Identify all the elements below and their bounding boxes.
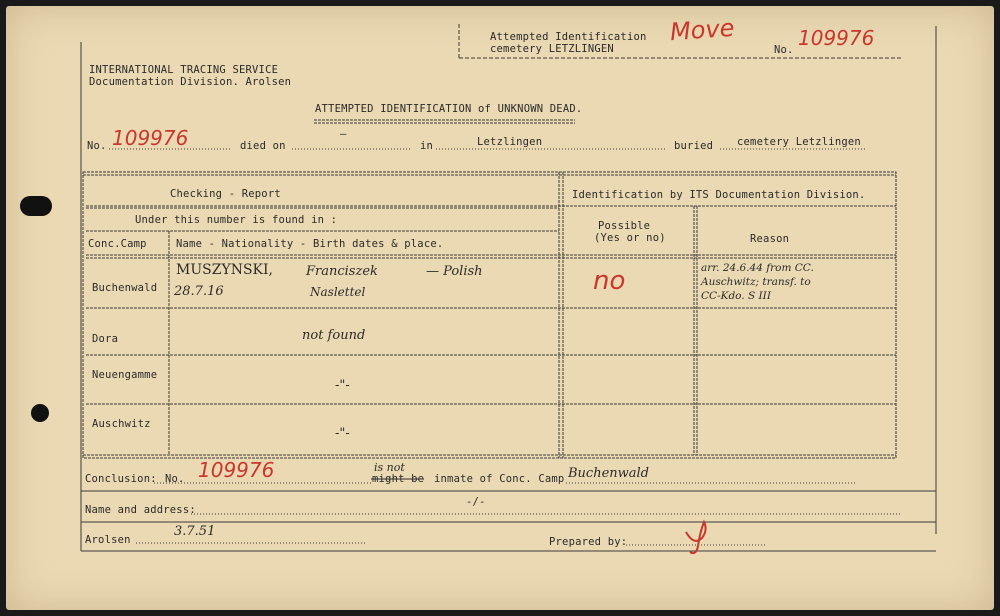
- header-no-label: No.: [774, 44, 794, 56]
- prepared-label: Prepared by:: [549, 536, 628, 548]
- form-rules: [6, 6, 994, 610]
- org-line-2: Documentation Division. Arolsen: [89, 76, 292, 88]
- row-birth-place: Naslettel: [310, 285, 366, 299]
- row-neuengamme-result: -"-: [335, 378, 350, 393]
- date-value: 3.7.51: [174, 524, 216, 539]
- row-camp-dora: Dora: [92, 333, 119, 345]
- row-camp-auschwitz: Auschwitz: [92, 418, 151, 430]
- col-reason-header: Reason: [750, 233, 790, 245]
- buried-label: buried: [674, 140, 714, 152]
- row-reason-line-3: CC-Kdo. S III: [701, 290, 771, 302]
- name-address-label: Name and address:: [85, 504, 196, 516]
- conclusion-inmate-text: inmate of Conc. Camp: [434, 473, 565, 485]
- row-birth-date: 28.7.16: [174, 284, 224, 299]
- checking-header: Checking - Report: [170, 188, 281, 200]
- place-label: Arolsen: [85, 534, 131, 546]
- form-title: ATTEMPTED IDENTIFICATION of UNKNOWN DEAD.: [315, 103, 583, 115]
- col-name-header: Name - Nationality - Birth dates & place.: [176, 238, 444, 250]
- in-label: in: [420, 140, 434, 152]
- name-address-value: -/-: [466, 496, 486, 508]
- died-value: —: [340, 128, 347, 140]
- conclusion-is-not: is not: [374, 461, 405, 474]
- ref-line-2: cemetery LETZLINGEN: [490, 43, 614, 55]
- under-number-text: Under this number is found in :: [135, 214, 338, 226]
- red-note: Move: [669, 13, 736, 47]
- row-auschwitz-result: -"-: [335, 426, 350, 441]
- col-possible-header-2: (Yes or no): [594, 232, 666, 244]
- conclusion-might-be: might be: [372, 473, 425, 485]
- record-no-value: 109976: [112, 126, 189, 150]
- col-camp-header: Conc.Camp: [88, 238, 147, 250]
- row-dora-result: not found: [302, 328, 366, 343]
- row-reason-line-2: Auschwitz; transf. to: [701, 276, 811, 288]
- org-line-1: INTERNATIONAL TRACING SERVICE: [89, 64, 279, 76]
- conclusion-label: Conclusion:: [85, 473, 157, 485]
- col-possible-header-1: Possible: [598, 220, 651, 232]
- in-value: Letzlingen: [477, 136, 543, 148]
- row-name-firstname: Franciszek: [306, 264, 378, 279]
- row-camp-neuengamme: Neuengamme: [92, 369, 158, 381]
- row-reason-line-1: arr. 24.6.44 from CC.: [701, 262, 814, 274]
- row-camp-buchenwald: Buchenwald: [92, 282, 158, 294]
- header-no-value: 109976: [798, 26, 875, 50]
- row-name-nationality: — Polish: [426, 264, 483, 279]
- row-possible-no: no: [593, 266, 626, 296]
- index-card: [6, 6, 994, 610]
- record-no-label: No.: [87, 140, 107, 152]
- conclusion-no-value: 109976: [198, 458, 275, 482]
- row-name-surname: MUSZYNSKI,: [176, 262, 273, 278]
- ref-line-1: Attempted Identification: [490, 31, 647, 43]
- died-label: died on: [240, 140, 286, 152]
- ident-header: Identification by ITS Documentation Division.: [572, 189, 866, 201]
- conclusion-no-label: No.: [165, 473, 185, 485]
- conclusion-camp: Buchenwald: [568, 466, 650, 481]
- buried-value: cemetery Letzlingen: [737, 136, 861, 148]
